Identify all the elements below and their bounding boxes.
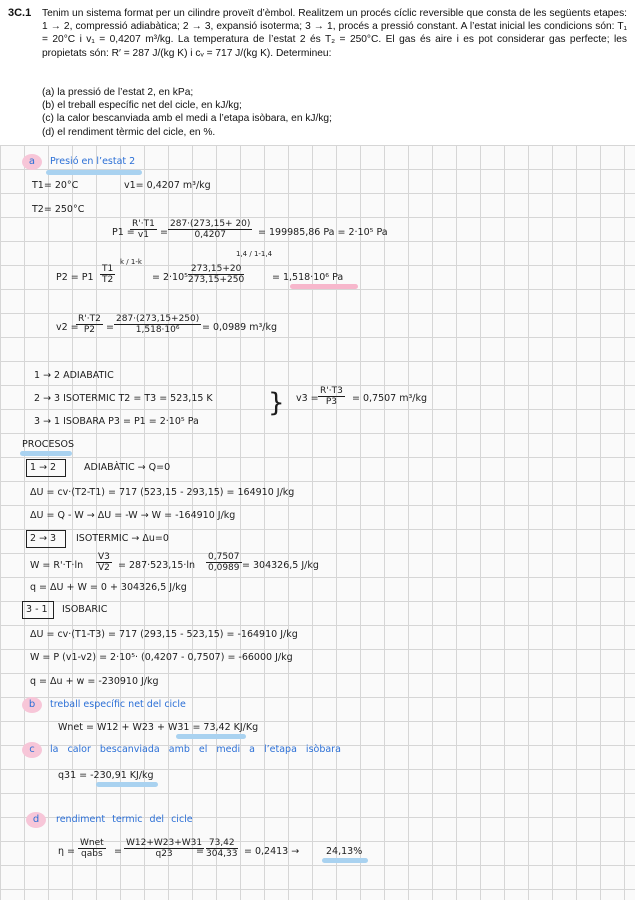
v2-lhs: v2 = (56, 322, 79, 333)
w-2-3-result: = 304326,5 J/kg (242, 560, 319, 571)
eta-numerator-3: 73,42 (206, 838, 238, 849)
t2-value: T2= 250°C (32, 204, 85, 215)
isobaric-label: ISOBARIC (62, 604, 108, 615)
section-a-title: Presió en l’estat 2 (50, 156, 136, 167)
p2-denominator-2: 273,15+250 (188, 275, 245, 285)
du-3-1: ΔU = cv·(T1-T3) = 717 (293,15 - 523,15) = -164910 J/kg (30, 629, 298, 640)
w-1-2: ΔU = Q - W → ΔU = -W → W = -164910 J/kg (30, 510, 236, 521)
w-2-3-denominator-2: 0,0989 (208, 563, 240, 573)
question-d: (d) el rendiment tèrmic del cicle, en %. (42, 126, 216, 138)
label-d-circle: d (26, 812, 46, 828)
p1-fraction (130, 219, 157, 240)
p2-mid: = 2·10⁵ (152, 272, 188, 283)
wnet-value: Wnet = W12 + W23 + W31 = 73,42 KJ/Kg (58, 722, 259, 733)
t1-value: T1= 20°C (32, 180, 79, 191)
v3-fraction (318, 386, 345, 407)
v3-lhs: v3 = (296, 393, 319, 404)
q31-final: q31 = -230,91 KJ/kg (58, 770, 154, 781)
p2-highlight (290, 284, 358, 289)
label-c-circle: c (22, 742, 42, 758)
eta-fraction-3 (206, 838, 238, 859)
p2-result: = 1,518·10⁶ Pa (272, 272, 344, 283)
p1-numerator: R'·T1 (132, 219, 155, 229)
q-3-1: q = Δu + w = -230910 J/kg (30, 676, 159, 687)
problem-text: Tenim un sistema format per un cilindre proveït d’èmbol. Realitzem un procés cíclic reversible que consta de les següents etapes: 1 → 2, compressió adiabàtica; 2 → 3, expansió isoterma; 3 → 1, procés a pressió constant. A l’estat inicial les condicions són: T₁ = 20°C i v₁ = 0,4207 m³/kg. La temperatura de l’estat 2 és T₂ = 250°C. El gas és aire i es pot considerar gas perfecte; les propietats són: R′ = 287 J/(kg K) i cᵥ = 717 J/(kg K). Determineu: (42, 8, 627, 59)
w-2-3-fraction-2 (206, 552, 242, 573)
problem-id: 3C.1 (8, 7, 32, 19)
p2-exponent-1: k / 1-k (120, 258, 142, 266)
problem-statement (0, 0, 635, 145)
q-2-3: q = ΔU + W = 0 + 304326,5 J/kg (30, 582, 187, 593)
eta-result: = 0,2413 → (244, 846, 300, 857)
w-3-1: W = P (v1-v2) = 2·10⁵· (0,4207 - 0,7507) = -66000 J/kg (30, 652, 293, 663)
p1-lhs: P1 = (112, 227, 135, 238)
eta-numerator-2: W12+W23+W31 (126, 838, 203, 848)
v2-numerator: R'·T2 (78, 314, 101, 324)
eta-denominator: qabs (81, 849, 103, 859)
procesos-heading: PROCESOS (22, 439, 74, 450)
eta-denominator-2: q23 (155, 849, 173, 859)
brace: } (268, 388, 285, 418)
box-1-2-label: 1 → 2 (30, 462, 57, 473)
p1-result: = 199985,86 Pa = 2·10⁵ Pa (258, 227, 388, 238)
p1-denominator: v1 (137, 230, 149, 240)
eta-lhs: η = (58, 846, 76, 857)
du-1-2: ΔU = cv·(T2-T1) = 717 (523,15 - 293,15) = 164910 J/kg (30, 487, 295, 498)
wnet-highlight (176, 734, 246, 739)
label-a-circle: a (22, 154, 42, 170)
eta-highlight (322, 858, 368, 863)
w-2-3-fraction (96, 552, 112, 573)
w-2-3-numerator: V3 (98, 552, 110, 562)
v3-result: = 0,7507 m³/kg (352, 393, 428, 404)
grid-paper (0, 145, 635, 900)
question-c: (c) la calor bescanviada amb el medi a l’etapa isòbara, en kJ/kg; (42, 113, 332, 125)
step-3-1: 3 → 1 ISOBARA P3 = P1 = 2·10⁵ Pa (34, 416, 199, 427)
p2-fraction-2 (188, 264, 244, 285)
title-a-underline (46, 170, 142, 175)
question-a: (a) la pressió de l’estat 2, en kPa; (42, 87, 194, 98)
isotermic-label: ISOTERMIC → Δu=0 (76, 533, 169, 544)
p1-denominator-2: 0,4207 (194, 230, 226, 240)
eta-denominator-3: 304,33 (206, 849, 238, 859)
step-1-2: 1 → 2 ADIABATIC (34, 370, 114, 381)
question-b: (b) el treball específic net del cicle, en kJ/kg; (42, 100, 242, 112)
v2-fraction (76, 314, 103, 335)
adiabatic-label: ADIABÀTIC → Q=0 (84, 462, 171, 473)
v3-numerator: R'·T3 (320, 386, 343, 396)
v3-denominator: P3 (325, 397, 337, 407)
eta-eq-1: = (114, 846, 122, 857)
eta-fraction-2 (124, 838, 204, 859)
section-b-title: treball específic net del cicle (50, 699, 186, 710)
v2-fraction-2 (114, 314, 201, 335)
v2-numerator-2: 287·(273,15+250) (116, 314, 200, 324)
w-2-3-mid: = 287·523,15·ln (118, 560, 196, 571)
v1-value: v1= 0,4207 m³/kg (124, 180, 211, 191)
eta-eq-2: = (196, 846, 204, 857)
eta-fraction (78, 838, 106, 859)
eta-numerator: Wnet (80, 838, 104, 848)
step-2-3: 2 → 3 ISOTERMIC T2 = T3 = 523,15 K (34, 393, 213, 404)
v2-denominator-2: 1,518·10⁶ (135, 325, 180, 335)
w-2-3-denominator: V2 (98, 563, 110, 573)
p1-eq: = (160, 227, 168, 238)
p2-exponent-2: 1,4 / 1-1,4 (236, 250, 273, 258)
box-3-1-label: 3 - 1 (26, 604, 48, 615)
procesos-underline (20, 451, 72, 456)
v2-eq: = (106, 322, 114, 333)
q31-highlight (96, 782, 158, 787)
section-c-title: la calor bescanviada amb el medi a l’etapa isòbara (50, 744, 341, 755)
p1-numerator-2: 287·(273,15+ 20) (170, 219, 251, 229)
eta-percent: 24,13% (326, 846, 363, 857)
w-2-3-numerator-2: 0,7507 (208, 552, 240, 562)
p1-fraction-2 (168, 219, 252, 240)
p2-fraction (100, 264, 115, 285)
label-b-circle: b (22, 697, 42, 713)
question-list (42, 86, 627, 139)
p2-denominator: T2 (102, 275, 114, 285)
section-d-title: rendiment termic del cicle (56, 814, 193, 825)
v2-denominator: P2 (83, 325, 95, 335)
p2-numerator: T1 (102, 264, 114, 274)
p2-numerator-2: 273,15+20 (188, 264, 244, 275)
w-2-3-lhs: W = R'·T·ln (30, 560, 84, 571)
box-2-3-label: 2 → 3 (30, 533, 57, 544)
v2-result: = 0,0989 m³/kg (202, 322, 278, 333)
p2-lhs: P2 = P1 (56, 272, 94, 283)
